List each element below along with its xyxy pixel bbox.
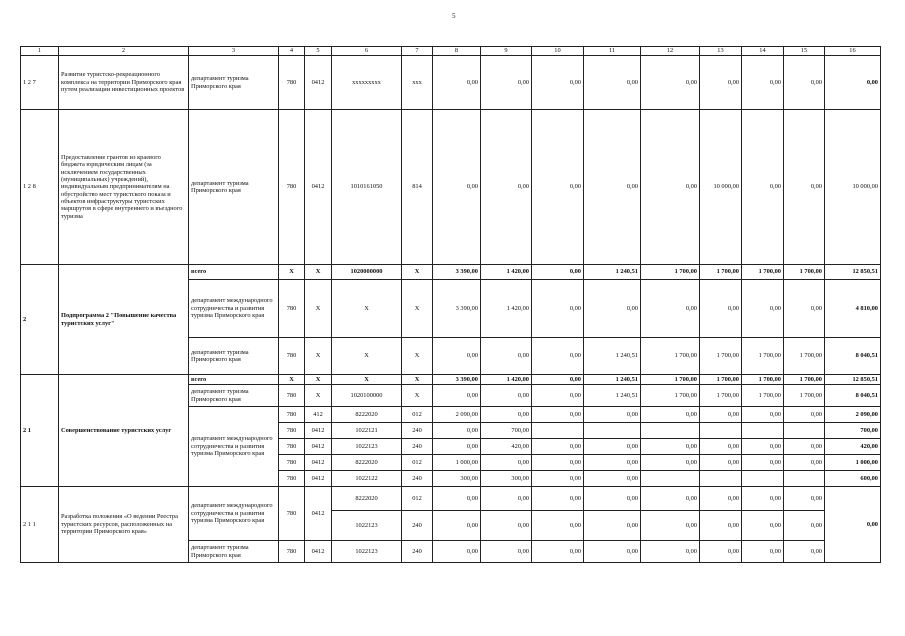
cell-code: 8222020 xyxy=(332,487,402,511)
cell-total: 8 040,51 xyxy=(825,385,881,407)
cell-value: 1 420,00 xyxy=(481,265,532,280)
cell-code: 412 xyxy=(305,407,332,423)
cell-code: 780 xyxy=(279,455,305,471)
cell-code: 0412 xyxy=(305,487,332,541)
cell-value: 1 700,00 xyxy=(742,265,784,280)
cell-value: 1 420,00 xyxy=(481,280,532,338)
cell-value: 0,00 xyxy=(584,439,641,455)
cell-value: 1 700,00 xyxy=(742,375,784,385)
row-department: департамент туризма Приморского края xyxy=(189,110,279,265)
cell-code: 780 xyxy=(279,280,305,338)
cell-code: 1022121 xyxy=(332,423,402,439)
cell-value: 0,00 xyxy=(481,110,532,265)
cell-code: Х xyxy=(402,280,433,338)
cell-code: 780 xyxy=(279,423,305,439)
cell-code: 240 xyxy=(402,541,433,563)
header-cell: 5 xyxy=(305,47,332,56)
cell-value: 0,00 xyxy=(532,511,584,541)
cell-value: 0,00 xyxy=(532,265,584,280)
cell-value: 0,00 xyxy=(584,471,641,487)
cell-total: 420,00 xyxy=(825,439,881,455)
table-row xyxy=(21,110,881,265)
header-cell: 4 xyxy=(279,47,305,56)
cell-code: 780 xyxy=(279,439,305,455)
cell-code: 240 xyxy=(402,511,433,541)
cell-value xyxy=(784,423,825,439)
row-name: Совершенствование туристских услуг xyxy=(59,375,189,487)
table-row xyxy=(21,487,881,511)
cell-value: 0,00 xyxy=(532,455,584,471)
cell-value: 0,00 xyxy=(700,280,742,338)
cell-value: 1 240,51 xyxy=(584,265,641,280)
cell-code: Х xyxy=(332,280,402,338)
cell-value: 0,00 xyxy=(700,439,742,455)
row-label: всего xyxy=(189,375,279,385)
header-cell: 10 xyxy=(532,47,584,56)
cell-value: 0,00 xyxy=(584,541,641,563)
cell-value xyxy=(742,471,784,487)
cell-value: 700,00 xyxy=(481,423,532,439)
cell-value: 0,00 xyxy=(784,511,825,541)
page-number: 5 xyxy=(452,12,456,20)
cell-value: 0,00 xyxy=(532,541,584,563)
cell-value xyxy=(641,423,700,439)
cell-value: 0,00 xyxy=(532,338,584,375)
cell-value: 0,00 xyxy=(784,407,825,423)
cell-value: 0,00 xyxy=(433,423,481,439)
cell-value: 0,00 xyxy=(433,56,481,110)
cell-value: 0,00 xyxy=(700,487,742,511)
cell-total: 8 040,51 xyxy=(825,338,881,375)
cell-value: 0,00 xyxy=(641,511,700,541)
cell-total: 12 850,51 xyxy=(825,265,881,280)
cell-code: 780 xyxy=(279,407,305,423)
table-row xyxy=(21,375,881,385)
cell-code: 240 xyxy=(402,471,433,487)
cell-value: 0,00 xyxy=(784,541,825,563)
cell-value: 0,00 xyxy=(584,110,641,265)
cell-value: 0,00 xyxy=(784,487,825,511)
cell-code: 0412 xyxy=(305,541,332,563)
row-department: департамент туризма Приморского края xyxy=(189,338,279,375)
cell-value: 0,00 xyxy=(481,511,532,541)
cell-value: 1 700,00 xyxy=(784,375,825,385)
cell-value: 3 390,00 xyxy=(433,375,481,385)
table-row xyxy=(21,265,881,280)
cell-total: 600,00 xyxy=(825,471,881,487)
header-cell: 13 xyxy=(700,47,742,56)
cell-total: 2 090,00 xyxy=(825,407,881,423)
cell-code: Х xyxy=(332,375,402,385)
cell-value xyxy=(742,423,784,439)
cell-value: 0,00 xyxy=(584,280,641,338)
cell-value: 0,00 xyxy=(433,338,481,375)
cell-value: 1 700,00 xyxy=(641,265,700,280)
cell-code: 780 xyxy=(279,541,305,563)
cell-value: 0,00 xyxy=(532,56,584,110)
cell-code: Х xyxy=(402,385,433,407)
cell-value: 0,00 xyxy=(784,455,825,471)
cell-code: 1020100000 xyxy=(332,385,402,407)
header-cell: 2 xyxy=(59,47,189,56)
cell-code: 0412 xyxy=(305,110,332,265)
cell-code: Х xyxy=(305,375,332,385)
cell-value: 0,00 xyxy=(742,280,784,338)
row-department: департамент туризма Приморского края xyxy=(189,56,279,110)
cell-value: 1 700,00 xyxy=(742,338,784,375)
cell-value: 0,00 xyxy=(641,487,700,511)
cell-value: 0,00 xyxy=(433,439,481,455)
cell-code: 8222020 xyxy=(332,407,402,423)
cell-total: 700,00 xyxy=(825,423,881,439)
cell-value: 0,00 xyxy=(784,439,825,455)
cell-value: 0,00 xyxy=(641,439,700,455)
cell-value: 0,00 xyxy=(481,487,532,511)
cell-value: 0,00 xyxy=(532,471,584,487)
cell-value: 1 000,00 xyxy=(433,455,481,471)
cell-code: 780 xyxy=(279,110,305,265)
cell-value: 3 390,00 xyxy=(433,265,481,280)
cell-code: 0412 xyxy=(305,455,332,471)
row-label: всего xyxy=(189,265,279,280)
cell-value: 0,00 xyxy=(584,455,641,471)
cell-code: ххх xyxy=(402,56,433,110)
cell-value: 0,00 xyxy=(700,455,742,471)
cell-value: 0,00 xyxy=(641,407,700,423)
cell-value: 0,00 xyxy=(742,56,784,110)
header-cell: 11 xyxy=(584,47,641,56)
cell-value: 1 700,00 xyxy=(641,375,700,385)
cell-value: 0,00 xyxy=(433,541,481,563)
cell-value: 0,00 xyxy=(700,511,742,541)
cell-value: 0,00 xyxy=(784,110,825,265)
cell-value: 1 420,00 xyxy=(481,375,532,385)
cell-value: 1 700,00 xyxy=(784,338,825,375)
cell-value xyxy=(532,423,584,439)
header-cell: 12 xyxy=(641,47,700,56)
cell-code: Х xyxy=(305,280,332,338)
cell-code: 780 xyxy=(279,338,305,375)
cell-value: 0,00 xyxy=(641,110,700,265)
row-name: Предоставление грантов из краевого бюджета юридическим лицам (за исключением государственных (муниципальных) учреждений), индивидуальным предпринимателям на обустройство мест туристского показа и объектов инфраструктуры туристских маршрутов в сфере внутреннего и въездного туризма xyxy=(59,110,189,265)
cell-value: 1 240,51 xyxy=(584,338,641,375)
cell-value: 1 700,00 xyxy=(784,385,825,407)
cell-total: 4 810,00 xyxy=(825,280,881,338)
cell-value: 1 700,00 xyxy=(700,338,742,375)
cell-value: 0,00 xyxy=(481,455,532,471)
cell-value: 0,00 xyxy=(742,511,784,541)
cell-code: 780 xyxy=(279,385,305,407)
cell-code: 780 xyxy=(279,471,305,487)
cell-value: 1 700,00 xyxy=(700,385,742,407)
cell-value xyxy=(700,471,742,487)
cell-code: 1022122 xyxy=(332,471,402,487)
cell-value: 1 700,00 xyxy=(742,385,784,407)
cell-value: 1 700,00 xyxy=(784,265,825,280)
cell-value: 0,00 xyxy=(532,375,584,385)
row-name: Развитие туристско-рекреационного комплекса на территории Приморского края путем реализации инвестиционных проектов xyxy=(59,56,189,110)
cell-code: Х xyxy=(279,265,305,280)
cell-value: 3 390,00 xyxy=(433,280,481,338)
cell-code: 012 xyxy=(402,407,433,423)
cell-value: 0,00 xyxy=(641,541,700,563)
cell-total: 0,00 xyxy=(825,56,881,110)
cell-code: 780 xyxy=(279,56,305,110)
budget-table xyxy=(20,46,881,563)
cell-value: 0,00 xyxy=(433,385,481,407)
cell-code: 1022123 xyxy=(332,439,402,455)
table-row xyxy=(21,56,881,110)
row-department: департамент международного сотрудничества и развития туризма Приморского края xyxy=(189,280,279,338)
cell-code: 0412 xyxy=(305,423,332,439)
row-department: департамент международного сотрудничества и развития туризма Приморского края xyxy=(189,487,279,541)
cell-code: 8222020 xyxy=(332,455,402,471)
header-cell: 7 xyxy=(402,47,433,56)
cell-value: 0,00 xyxy=(532,407,584,423)
header-cell: 1 xyxy=(21,47,59,56)
cell-value: 10 000,00 xyxy=(700,110,742,265)
cell-value: 0,00 xyxy=(481,385,532,407)
cell-value: 0,00 xyxy=(433,487,481,511)
cell-code: 780 xyxy=(279,487,305,541)
cell-value: 0,00 xyxy=(584,511,641,541)
cell-code: 1022123 xyxy=(332,511,402,541)
cell-value: 0,00 xyxy=(532,110,584,265)
cell-value: 0,00 xyxy=(433,110,481,265)
cell-value: 0,00 xyxy=(584,487,641,511)
cell-value: 300,00 xyxy=(433,471,481,487)
cell-value: 0,00 xyxy=(784,56,825,110)
cell-value: 0,00 xyxy=(742,455,784,471)
cell-value: 0,00 xyxy=(584,56,641,110)
cell-code: 1020000000 xyxy=(332,265,402,280)
cell-code: ххххххххх xyxy=(332,56,402,110)
cell-value: 0,00 xyxy=(742,407,784,423)
cell-total: 0,00 xyxy=(825,487,881,563)
cell-value: 0,00 xyxy=(532,439,584,455)
cell-code: 1010161050 xyxy=(332,110,402,265)
cell-value: 0,00 xyxy=(641,455,700,471)
cell-code: 0412 xyxy=(305,439,332,455)
cell-value: 0,00 xyxy=(481,407,532,423)
cell-value xyxy=(784,471,825,487)
cell-code: Х xyxy=(402,338,433,375)
cell-code: 1022123 xyxy=(332,541,402,563)
cell-code: 814 xyxy=(402,110,433,265)
cell-total: 10 000,00 xyxy=(825,110,881,265)
cell-code: Х xyxy=(402,265,433,280)
header-cell: 8 xyxy=(433,47,481,56)
row-department: департамент туризма Приморского края xyxy=(189,385,279,407)
cell-value: 0,00 xyxy=(433,511,481,541)
cell-value: 0,00 xyxy=(532,487,584,511)
cell-value: 0,00 xyxy=(742,110,784,265)
cell-code: Х xyxy=(305,385,332,407)
row-number: 2 1 xyxy=(21,375,59,487)
cell-value: 0,00 xyxy=(532,280,584,338)
header-cell: 3 xyxy=(189,47,279,56)
cell-value: 300,00 xyxy=(481,471,532,487)
row-name: Подпрограмма 2 "Повышение качества туристских услуг" xyxy=(59,265,189,375)
cell-value: 1 240,51 xyxy=(584,375,641,385)
cell-value: 0,00 xyxy=(742,439,784,455)
cell-code: 012 xyxy=(402,487,433,511)
header-cell: 15 xyxy=(784,47,825,56)
cell-value: 0,00 xyxy=(532,385,584,407)
cell-value: 1 240,51 xyxy=(584,385,641,407)
cell-value: 1 700,00 xyxy=(641,338,700,375)
cell-value: 0,00 xyxy=(742,541,784,563)
cell-value xyxy=(700,423,742,439)
header-cell: 9 xyxy=(481,47,532,56)
cell-value: 0,00 xyxy=(584,407,641,423)
cell-total: 1 000,00 xyxy=(825,455,881,471)
cell-total: 12 850,51 xyxy=(825,375,881,385)
header-cell: 14 xyxy=(742,47,784,56)
row-number: 2 xyxy=(21,265,59,375)
cell-value: 420,00 xyxy=(481,439,532,455)
cell-value: 0,00 xyxy=(700,56,742,110)
cell-value: 0,00 xyxy=(641,280,700,338)
cell-code: 0412 xyxy=(305,56,332,110)
header-cell: 6 xyxy=(332,47,402,56)
cell-code: Х xyxy=(279,375,305,385)
cell-value: 0,00 xyxy=(700,407,742,423)
row-number: 2 1 1 xyxy=(21,487,59,563)
cell-value: 1 700,00 xyxy=(700,265,742,280)
cell-value: 0,00 xyxy=(742,487,784,511)
cell-value: 0,00 xyxy=(481,56,532,110)
cell-value xyxy=(641,471,700,487)
cell-code: Х xyxy=(305,265,332,280)
header-cell: 16 xyxy=(825,47,881,56)
cell-value: 1 700,00 xyxy=(700,375,742,385)
cell-code: Х xyxy=(305,338,332,375)
cell-code: Х xyxy=(402,375,433,385)
cell-value: 0,00 xyxy=(641,56,700,110)
cell-code: Х xyxy=(332,338,402,375)
cell-value: 1 700,00 xyxy=(641,385,700,407)
cell-code: 240 xyxy=(402,439,433,455)
row-name: Разработка положения «О ведении Реестра туристских ресурсов, расположенных на территории Приморского края» xyxy=(59,487,189,563)
row-department: департамент международного сотрудничества и развития туризма Приморского края xyxy=(189,407,279,487)
cell-value: 0,00 xyxy=(481,541,532,563)
row-number: 1 2 7 xyxy=(21,56,59,110)
cell-code: 0412 xyxy=(305,471,332,487)
row-department: департамент туризма Приморского края xyxy=(189,541,279,563)
cell-value: 0,00 xyxy=(481,338,532,375)
cell-value: 2 090,00 xyxy=(433,407,481,423)
cell-code: 240 xyxy=(402,423,433,439)
row-number: 1 2 8 xyxy=(21,110,59,265)
cell-value: 0,00 xyxy=(700,541,742,563)
cell-value xyxy=(584,423,641,439)
cell-value: 0,00 xyxy=(784,280,825,338)
header-row xyxy=(21,47,881,56)
cell-code: 012 xyxy=(402,455,433,471)
